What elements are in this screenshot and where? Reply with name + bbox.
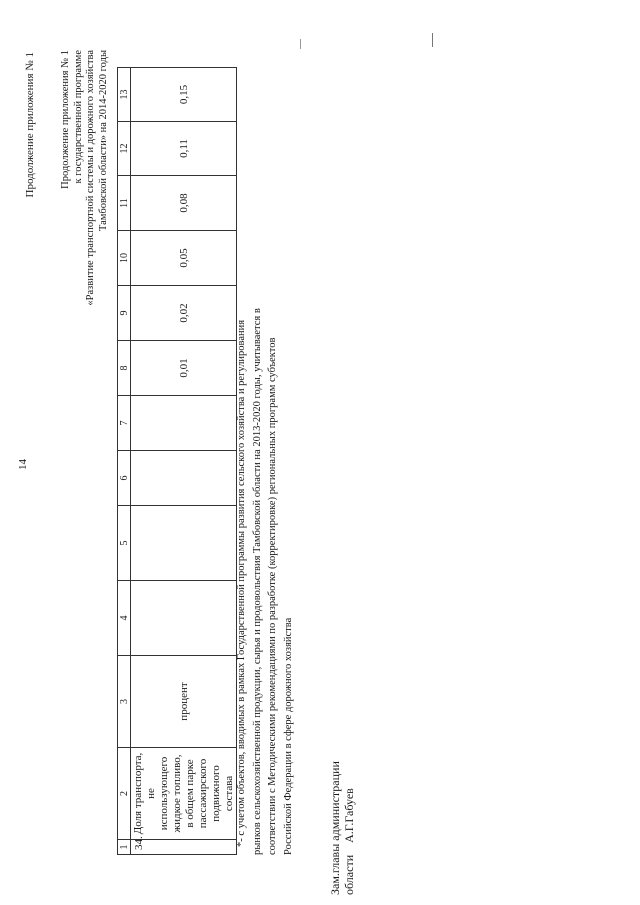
signature-name: области А.Г.Габуев bbox=[342, 788, 356, 895]
page-number: 14 bbox=[17, 459, 29, 470]
column-header: 1 bbox=[118, 840, 131, 855]
column-header: 7 bbox=[118, 396, 131, 451]
footnote-line-2: рынков сельскохозяйственной продукции, сырья и продовольствия Тамбовской области на 2013-2020 годы, учитывается в bbox=[251, 308, 263, 855]
column-header: 8 bbox=[118, 341, 131, 396]
footnote bbox=[234, 155, 296, 855]
value-cell-9: 0,02 bbox=[131, 286, 237, 341]
value-cell-10: 0,05 bbox=[131, 231, 237, 286]
indicator-name: Доля транспорта, не использующего жидкое топливо, в общем парке пассажирского подвижного состава bbox=[131, 748, 237, 840]
appendix-line-2: к государственной программе bbox=[72, 50, 84, 184]
signature-title: Зам.главы администрации bbox=[328, 761, 342, 895]
appendix-line-1: Продолжение приложения № 1 bbox=[60, 50, 71, 189]
footnote-line-4: Российской Федерации в сфере дорожного хозяйства bbox=[282, 617, 294, 855]
value-cell-7 bbox=[131, 396, 237, 451]
scan-artifact bbox=[432, 33, 433, 47]
column-header: 2 bbox=[118, 748, 131, 840]
footnote-line-3: соответствии с Методическими рекомендациями по разработке (корректировке) региональных программ субъектов bbox=[267, 337, 278, 855]
appendix-line-3: «Развитие транспортной системы и дорожного хозяйства bbox=[85, 50, 96, 306]
row-number: 34. bbox=[131, 840, 237, 855]
unit-cell: процент bbox=[131, 656, 237, 748]
value-cell-13: 0,15 bbox=[131, 68, 237, 122]
header-note: Продолжение приложения № 1 bbox=[24, 52, 36, 198]
value-cell-11: 0,08 bbox=[131, 176, 237, 231]
value-cell-6 bbox=[131, 451, 237, 506]
table-header-row bbox=[118, 68, 131, 855]
column-header: 12 bbox=[118, 122, 131, 176]
column-header: 9 bbox=[118, 286, 131, 341]
scan-artifact bbox=[300, 39, 301, 49]
column-header: 13 bbox=[118, 68, 131, 122]
column-header: 3 bbox=[118, 656, 131, 748]
footnote-line-1: *- с учетом объектов, вводимых в рамках Государственной программы развития сельского хозяйства и регулирования bbox=[236, 319, 247, 847]
table-row bbox=[131, 68, 237, 855]
column-header: 11 bbox=[118, 176, 131, 231]
value-cell-8: 0,01 bbox=[131, 341, 237, 396]
indicator-table bbox=[117, 67, 237, 855]
column-header: 6 bbox=[118, 451, 131, 506]
signature-block bbox=[328, 761, 356, 895]
appendix-caption bbox=[60, 50, 110, 390]
appendix-line-4: Тамбовской области» на 2014-2020 годы bbox=[97, 50, 109, 232]
value-cell-12: 0,11 bbox=[131, 122, 237, 176]
value-cell-5 bbox=[131, 506, 237, 581]
column-header: 10 bbox=[118, 231, 131, 286]
column-header: 5 bbox=[118, 506, 131, 581]
column-header: 4 bbox=[118, 581, 131, 656]
value-cell-4 bbox=[131, 581, 237, 656]
